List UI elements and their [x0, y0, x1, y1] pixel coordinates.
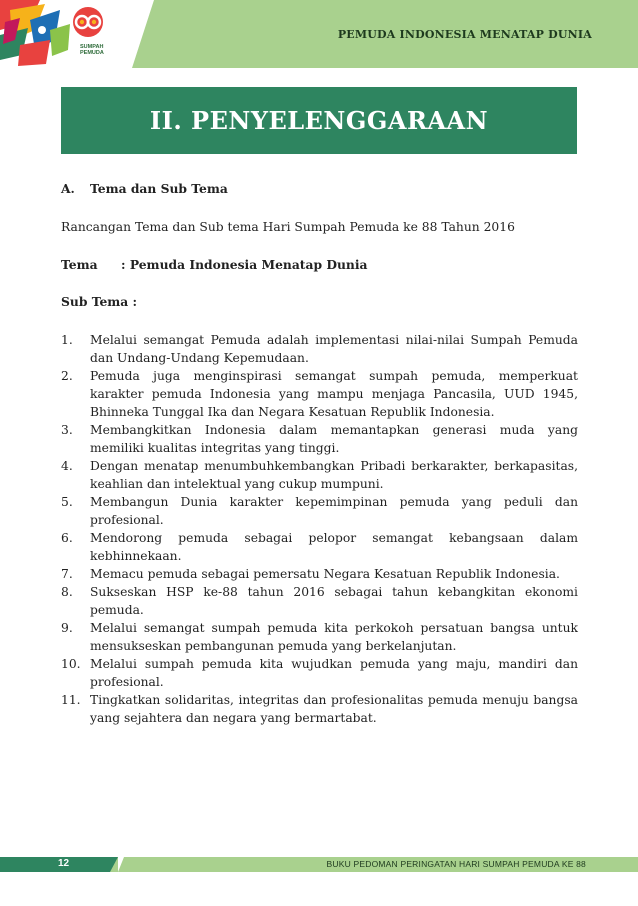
subtema-label: Sub Tema :	[61, 294, 138, 309]
footer-divider	[118, 857, 124, 872]
subheading	[61, 180, 578, 198]
list-item	[61, 421, 578, 457]
list-item-text: Pemuda juga menginspirasi semangat sumpah pemuda, memperkuat karakter pemuda Indonesia yang mampu menjaga Pancasila, UUD 1945, Bhinneka Tunggal Ika dan Negara Kesatuan Republik Indonesia.	[90, 369, 578, 419]
page-number: 12	[58, 858, 70, 869]
list-item-number: 9.	[61, 621, 73, 635]
list-item-number: 6.	[61, 531, 73, 545]
footer-page-block	[0, 857, 110, 872]
subheading-label: A.	[61, 181, 75, 196]
list-item-text: Memacu pemuda sebagai pemersatu Negara Kesatuan Republik Indonesia.	[90, 567, 560, 581]
list-item	[61, 457, 578, 493]
list-item	[61, 367, 578, 421]
list-item-text: Mendorong pemuda sebagai pelopor semangat kebangsaan dalam kebhinnekaan.	[90, 531, 578, 563]
header-title: PEMUDA INDONESIA MENATAP DUNIA	[337, 28, 592, 41]
list-item	[61, 331, 578, 367]
section-title: II. PENYELENGGARAAN	[149, 106, 489, 135]
list-item	[61, 493, 578, 529]
list-item	[61, 583, 578, 619]
list-item	[61, 655, 578, 691]
list-item-number: 4.	[61, 459, 73, 473]
list-item-number: 5.	[61, 495, 73, 509]
tema-value: : Pemuda Indonesia Menatap Dunia	[121, 257, 368, 272]
list-item-number: 2.	[61, 369, 73, 383]
list-item-text: Membangkitkan Indonesia dalam memantapkan generasi muda yang memiliki kualitas integritas yang tinggi.	[90, 423, 578, 455]
list-item-text: Melalui sumpah pemuda kita wujudkan pemuda yang maju, mandiri dan profesional.	[90, 657, 578, 689]
list-item	[61, 529, 578, 565]
subtema-list	[61, 331, 578, 727]
list-item	[61, 691, 578, 727]
sumpah-pemuda-88-logo	[0, 0, 128, 66]
list-item-number: 7.	[61, 567, 73, 581]
list-item-number: 10.	[61, 657, 81, 671]
list-item-text: Dengan menatap menumbuhkembangkan Pribadi berkarakter, berkapasitas, keahlian dan intelektual yang cukup mumpuni.	[90, 459, 578, 491]
list-item-text: Sukseskan HSP ke-88 tahun 2016 sebagai tahun kebangkitan ekonomi pemuda.	[90, 585, 578, 617]
footer-page-block-diagonal	[110, 857, 118, 872]
list-item	[61, 565, 578, 583]
page-content	[61, 180, 578, 727]
list-item-number: 1.	[61, 333, 73, 347]
tema-key: Tema	[61, 257, 98, 272]
list-item-text: Tingkatkan solidaritas, integritas dan profesionalitas pemuda menuju bangsa yang sejahtera dan negara yang bermartabat.	[90, 693, 578, 725]
logo-text: SUMPAH PEMUDA	[80, 44, 104, 56]
list-item-number: 3.	[61, 423, 73, 437]
list-item-text: Melalui semangat Pemuda adalah implementasi nilai-nilai Sumpah Pemuda dan Undang-Undang Kepemudaan.	[90, 333, 578, 365]
list-item-number: 11.	[61, 693, 81, 707]
list-item-text: Membangun Dunia karakter kepemimpinan pemuda yang peduli dan profesional.	[90, 495, 578, 527]
intro-paragraph: Rancangan Tema dan Sub tema Hari Sumpah Pemuda ke 88 Tahun 2016	[61, 220, 515, 234]
list-item	[61, 619, 578, 655]
list-item-number: 8.	[61, 585, 73, 599]
tema-line	[61, 256, 578, 274]
list-item-text: Melalui semangat sumpah pemuda kita perkokoh persatuan bangsa untuk mensukseskan pembangunan pemuda yang berkelanjutan.	[90, 621, 578, 653]
header-diagonal	[132, 0, 154, 68]
subheading-text: Tema dan Sub Tema	[90, 181, 228, 196]
footer-text: BUKU PEDOMAN PERINGATAN HARI SUMPAH PEMUDA KE 88	[326, 859, 586, 869]
section-title-box	[61, 87, 577, 154]
